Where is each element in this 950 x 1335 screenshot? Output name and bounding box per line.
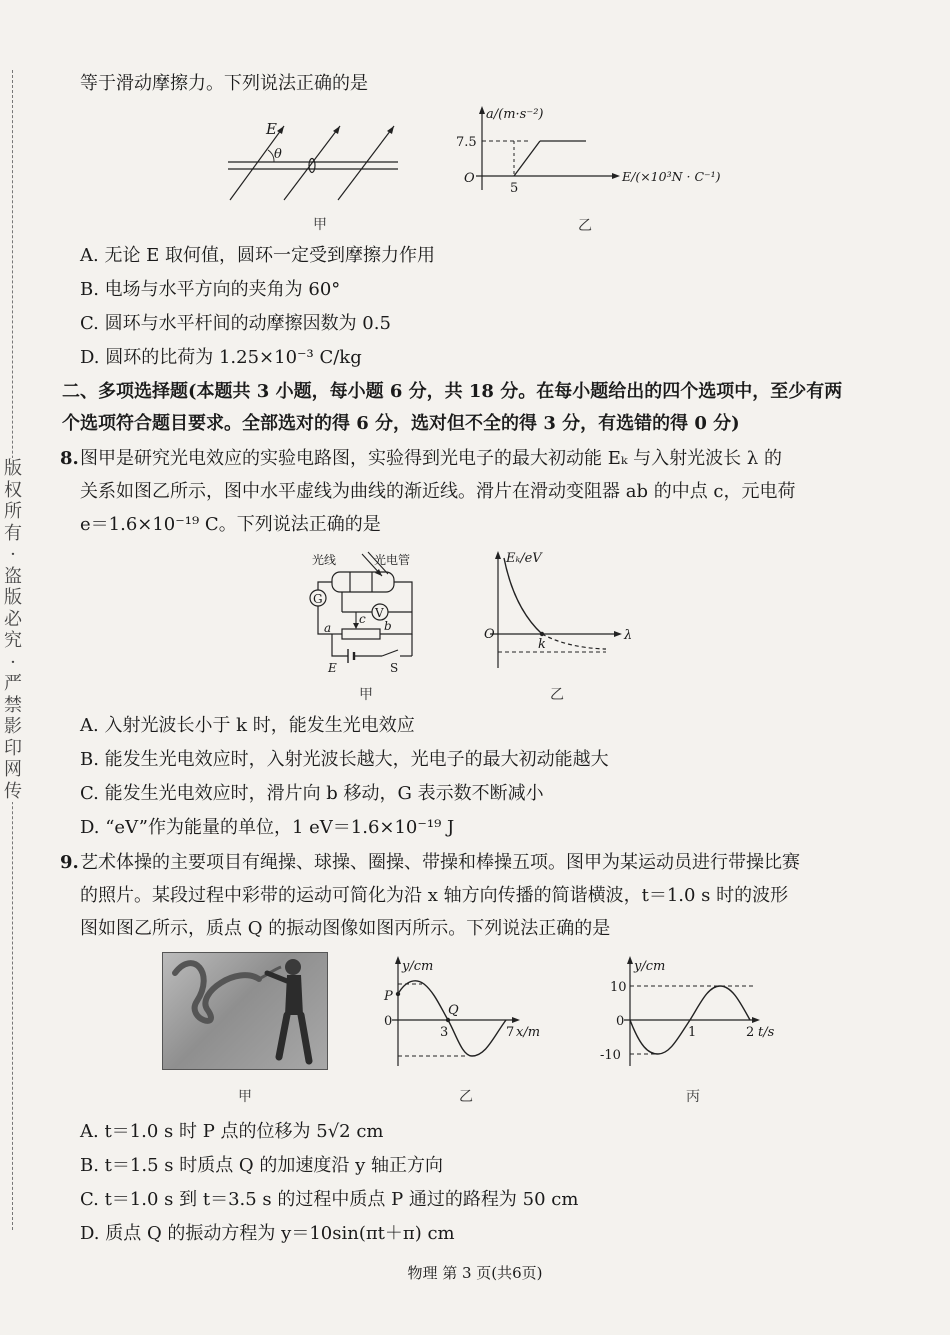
q9-vib-tick-1: 1 xyxy=(688,1025,697,1040)
q8-fig-b-label: 乙 xyxy=(550,687,564,703)
q8-option-d: D. “eV”作为能量的单位，1 eV＝1.6×10⁻¹⁹ J xyxy=(80,817,455,838)
q7-fig-a-e-label: E xyxy=(266,120,277,138)
section2-header-line1: 二、多项选择题(本题共 3 小题，每小题 6 分，共 18 分。在每小题给出的四个选项中，至少有两 xyxy=(62,381,843,402)
q7-fig-b-y-axis: a/(m·s⁻²) xyxy=(486,107,544,122)
q9-vib-y-axis: y/cm xyxy=(634,959,666,974)
q7-fig-a-label: 甲 xyxy=(313,217,327,233)
q9-number: 9. xyxy=(60,852,79,873)
q8-galvanometer-label: G xyxy=(313,592,323,606)
q8-s-label: S xyxy=(390,661,399,675)
q9-vib-tick-2: 2 xyxy=(746,1025,755,1040)
q7-figure-a xyxy=(222,118,412,208)
q9-stem-line3: 图如图乙所示，质点 Q 的振动图像如图丙所示。下列说法正确的是 xyxy=(80,918,611,939)
q9-stem-line1: 艺术体操的主要项目有绳操、球操、圈操、带操和棒操五项。图甲为某运动员进行带操比赛 xyxy=(80,852,800,873)
q9-wave-graph xyxy=(366,954,546,1070)
q8-fig-b-x-axis: λ xyxy=(624,628,633,643)
q8-fig-a-label: 甲 xyxy=(359,687,373,703)
q9-wave-tick-0: 0 xyxy=(384,1014,393,1029)
q7-lead-text: 等于滑动摩擦力。下列说法正确的是 xyxy=(80,73,368,94)
q8-tube-label: 光电管 xyxy=(374,553,411,567)
q9-option-d: D. 质点 Q 的振动方程为 y＝10sin(πt＋π) cm xyxy=(80,1223,455,1244)
q8-number: 8. xyxy=(60,448,79,469)
q8-b-label: b xyxy=(384,619,392,633)
q9-fig-c-label: 丙 xyxy=(686,1089,700,1105)
q8-voltmeter-label: V xyxy=(375,606,384,620)
gymnast-ribbon-photo xyxy=(162,952,328,1070)
q7-option-c: C. 圆环与水平杆间的动摩擦因数为 0.5 xyxy=(80,313,391,334)
section2-header-line2: 个选项符合题目要求。全部选对的得 6 分，选对但不全的得 3 分，有选错的得 0 分) xyxy=(62,413,740,434)
q7-fig-b-origin: O xyxy=(464,171,475,186)
q9-fig-b-label: 乙 xyxy=(459,1089,473,1105)
q8-a-label: a xyxy=(324,621,332,635)
q8-light-label: 光线 xyxy=(312,553,337,567)
q7-fig-b-x-tick: 5 xyxy=(510,181,519,196)
q8-circuit-figure xyxy=(302,546,430,674)
q9-vib-x-axis: t/s xyxy=(758,1025,775,1040)
q8-stem-line2: 关系如图乙所示，图中水平虚线为曲线的渐近线。滑片在滑动变阻器 ab 的中点 c，元电荷 xyxy=(80,481,796,502)
q9-wave-q-label: Q xyxy=(448,1003,459,1018)
q9-wave-x-axis: x/m xyxy=(516,1025,541,1040)
q9-wave-y-axis: y/cm xyxy=(402,959,434,974)
q8-c-label: c xyxy=(359,612,366,626)
q7-option-b: B. 电场与水平方向的夹角为 60° xyxy=(80,279,341,300)
q9-vib-tick-0: 0 xyxy=(616,1014,625,1029)
q8-option-a: A. 入射光波长小于 k 时，能发生光电效应 xyxy=(80,715,415,736)
q9-option-a: A. t＝1.0 s 时 P 点的位移为 5√2 cm xyxy=(80,1121,384,1142)
q8-fig-b-y-axis: Eₖ/eV xyxy=(506,551,542,566)
q7-fig-a-theta-label: θ xyxy=(274,147,282,162)
q9-vib-tick-10: 10 xyxy=(610,980,627,995)
q9-option-b: B. t＝1.5 s 时质点 Q 的加速度沿 y 轴正方向 xyxy=(80,1155,444,1176)
q8-stem-line3: e＝1.6×10⁻¹⁹ C。下列说法正确的是 xyxy=(80,514,381,535)
q8-fig-b-k: k xyxy=(538,637,546,652)
q7-figure-b xyxy=(450,104,721,196)
q8-option-b: B. 能发生光电效应时，入射光波长越大，光电子的最大初动能越大 xyxy=(80,749,609,770)
q8-fig-b-origin: O xyxy=(484,627,495,642)
q9-vibration-graph xyxy=(596,954,786,1070)
q9-wave-tick-3: 3 xyxy=(440,1025,449,1040)
page-footer: 物理 第 3 页(共6页) xyxy=(407,1264,543,1282)
q9-wave-tick-7: 7 xyxy=(506,1025,515,1040)
q8-e-label: E xyxy=(328,661,337,675)
q7-option-a: A. 无论 E 取何值，圆环一定受到摩擦力作用 xyxy=(80,245,436,266)
q9-stem-line2: 的照片。某段过程中彩带的运动可简化为沿 x 轴方向传播的简谐横波，t＝1.0 s 时的波形 xyxy=(80,885,789,906)
q9-wave-p-label: P xyxy=(384,989,393,1004)
q8-option-c: C. 能发生光电效应时，滑片向 b 移动，G 表示数不断减小 xyxy=(80,783,544,804)
q7-fig-b-label: 乙 xyxy=(578,218,592,234)
q8-stem-line1: 图甲是研究光电效应的实验电路图，实验得到光电子的最大初动能 Eₖ 与入射光波长 λ 的 xyxy=(80,448,782,469)
q8-ek-lambda-graph xyxy=(484,548,644,672)
copyright-side-note: 版权所有·盗版必究·严禁影印网传 xyxy=(4,458,22,802)
q9-vib-tick-m10: -10 xyxy=(600,1048,621,1063)
q9-option-c: C. t＝1.0 s 到 t＝3.5 s 的过程中质点 P 通过的路程为 50 cm xyxy=(80,1189,579,1210)
q9-fig-a-label: 甲 xyxy=(238,1089,252,1105)
q7-fig-b-y-tick: 7.5 xyxy=(456,135,477,150)
q7-fig-b-x-axis: E/(×10³N · C⁻¹) xyxy=(622,169,721,184)
q7-option-d: D. 圆环的比荷为 1.25×10⁻³ C/kg xyxy=(80,347,362,368)
